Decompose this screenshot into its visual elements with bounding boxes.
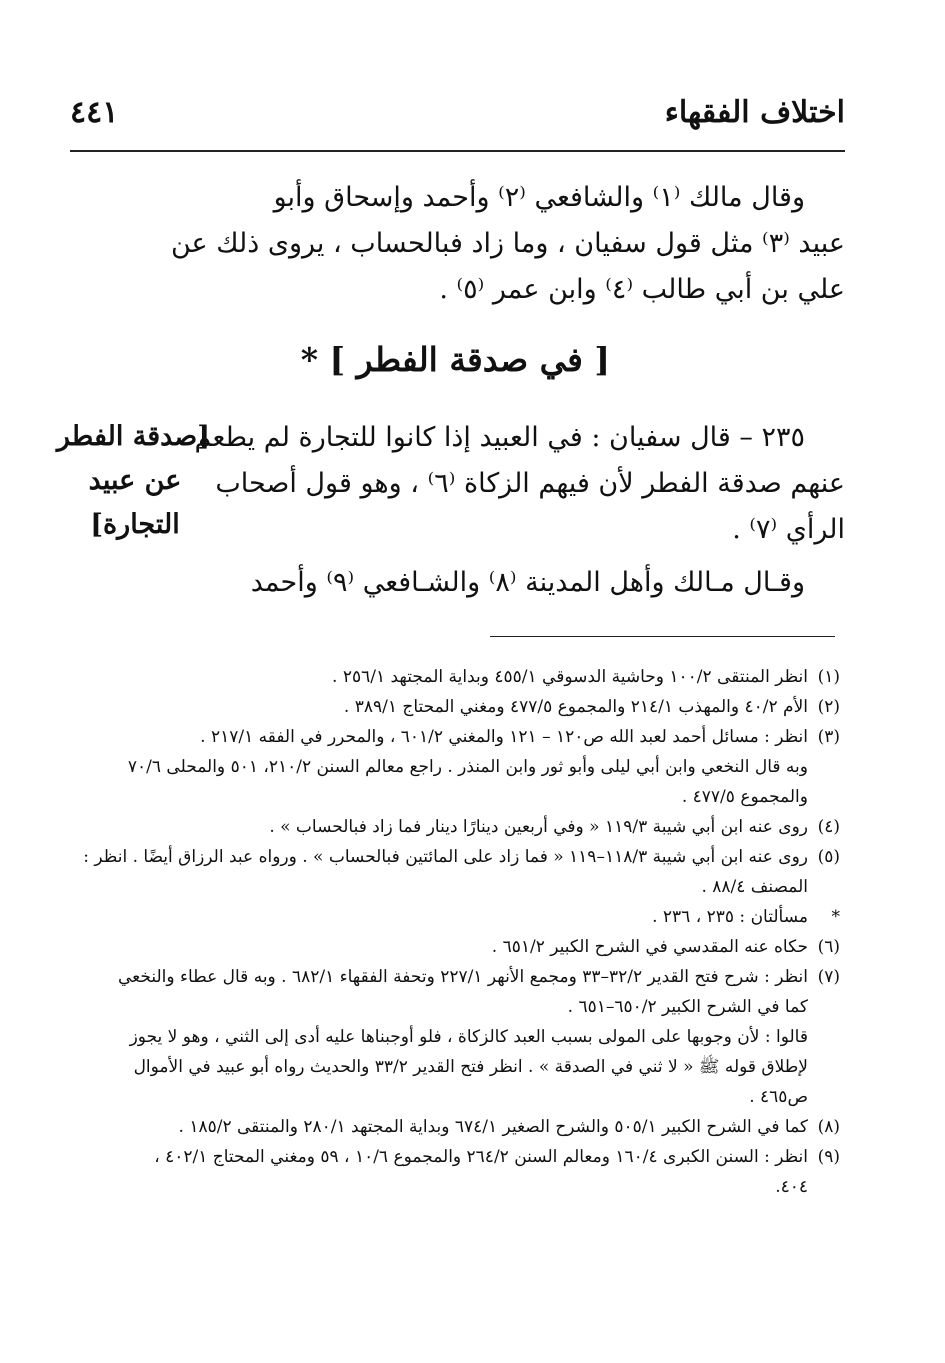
text-line: عبيد ⁽٣⁾ مثل قول سفيان ، وما زاد فبالحساب ، يروى ذلك عن: [170, 228, 845, 259]
footnote-3-continuation: [70, 752, 840, 812]
footnote-number: (٩): [817, 1147, 840, 1167]
footnote-line: انظر : السنن الكبرى ١٦٠/٤ ومعالم السنن ٢٦٤/٢ والمجموع ١٠/٦ ، ٥٩ ومغني المحتاج ٤٠٢/١ ،: [154, 1147, 808, 1167]
margin-note-line: [صدقة الفطر: [56, 421, 210, 452]
section-heading: [ في صدقة الفطر ] *: [300, 340, 610, 379]
paragraph-1: [170, 175, 845, 313]
footnotes: [70, 662, 840, 1202]
footnote-2: [70, 692, 840, 722]
footnote-4: [70, 812, 840, 842]
margin-note-line: التجارة]: [90, 509, 180, 540]
footnote-line: ٤٠٤.: [775, 1177, 808, 1197]
footnote-3: [70, 722, 840, 752]
footnote-line: والمجموع ٤٧٧/٥ .: [681, 787, 808, 807]
text-line: عنهم صدقة الفطر لأن فيهم الزكاة ⁽٦⁾ ، وهو قول أصحاب: [215, 468, 845, 499]
footnote-number: (٣): [817, 727, 840, 747]
book-title: اختلاف الفقهاء: [664, 95, 845, 130]
footnote-line: ص٤٦٥ .: [749, 1087, 808, 1107]
footnote-line: لإطلاق قوله ﷺ « لا ثني في الصدقة » . انظر فتح القدير ٣٣/٢ والحديث رواه أبو عبيد في الأموال: [133, 1057, 808, 1077]
text-line: الرأي ⁽٧⁾ .: [732, 514, 845, 545]
footnote-7-continuation: [70, 1022, 840, 1112]
running-header: [70, 95, 845, 135]
footnote-number: (١): [817, 667, 840, 687]
footnote-number: (٦): [817, 937, 840, 957]
footnote-7: [70, 962, 840, 1022]
footnote-line: مسألتان : ٢٣٥ ، ٢٣٦ .: [652, 907, 808, 927]
footnote-line: المصنف ٨٨/٤ .: [701, 877, 808, 897]
footnote-9: [70, 1142, 840, 1202]
footnote-line: وبه قال النخعي وابن أبي ليلى وأبو ثور وابن المنذر . راجع معالم السنن ٢١٠/٢، ٥٠١ والمحلى ٧٠/٦: [127, 757, 808, 777]
footnote-1: [70, 662, 840, 692]
footnote-number: (٨): [817, 1117, 840, 1137]
footnote-line: حكاه عنه المقدسي في الشرح الكبير ٦٥١/٢ .: [491, 937, 808, 957]
page-number: ٤٤١: [70, 95, 119, 130]
footnote-number: (٥): [817, 847, 840, 867]
footnote-6: [70, 932, 840, 962]
text-line: ٢٣٥ – قال سفيان : في العبيد إذا كانوا للتجارة لم يطعم: [194, 422, 805, 453]
footnote-8: [70, 1112, 840, 1142]
header-rule: [70, 150, 845, 152]
footnote-line: قالوا : لأن وجوبها على المولى بسبب العبد كالزكاة ، فلو أوجبناها عليه أدى إلى الثني ، وهو لا يجوز: [129, 1027, 808, 1047]
footnote-line: الأم ٤٠/٢ والمهذب ٢١٤/١ والمجموع ٤٧٧/٥ ومغني المحتاج ٣٨٩/١ .: [343, 697, 808, 717]
footnote-separator: [490, 636, 835, 637]
text-line: وقال مالك ⁽١⁾ والشافعي ⁽٢⁾ وأحمد وإسحاق وأبو: [273, 182, 805, 213]
margin-note: [56, 415, 210, 547]
footnote-line: انظر المنتقى ١٠٠/٢ وحاشية الدسوقي ٤٥٥/١ وبداية المجتهد ٢٥٦/١ .: [332, 667, 808, 687]
footnote-number: (٤): [817, 817, 840, 837]
footnote-number: (٧): [817, 967, 840, 987]
text-line: وقـال مـالك وأهل المدينة ⁽٨⁾ والشـافعي ⁽٩⁾ وأحمد: [250, 567, 805, 598]
paragraph-2: [194, 415, 845, 553]
paragraph-3: [245, 560, 845, 606]
footnote-5: [70, 842, 840, 902]
footnote-line: انظر : شرح فتح القدير ٣٢/٢–٣٣ ومجمع الأنهر ٢٢٧/١ وتحفة الفقهاء ٦٨٢/١ . وبه قال عطاء والنخعي: [117, 967, 808, 987]
footnote-number: (٢): [817, 697, 840, 717]
footnote-line: كما في الشرح الكبير ٦٥٠/٢–٦٥١ .: [567, 997, 808, 1017]
footnote-line: روى عنه ابن أبي شيبة ١١٩/٣ « وفي أربعين دينارًا دينار فما زاد فبالحساب » .: [269, 817, 808, 837]
text-line: علي بن أبي طالب ⁽٤⁾ وابن عمر ⁽٥⁾ .: [439, 274, 845, 305]
footnote-star: [70, 902, 840, 932]
footnote-line: كما في الشرح الكبير ٥٠٥/١ والشرح الصغير ٦٧٤/١ وبداية المجتهد ٢٨٠/١ والمنتقى ١٨٥/٢ .: [178, 1117, 808, 1137]
margin-note-line: عن عبيد: [88, 465, 182, 496]
footnote-number: *: [831, 907, 840, 927]
footnote-line: انظر : مسائل أحمد لعبد الله ص١٢٠ – ١٢١ والمغني ٦٠١/٢ ، والمحرر في الفقه ٢١٧/١ .: [200, 727, 808, 747]
footnote-line: روى عنه ابن أبي شيبة ١١٨/٣–١١٩ « فما زاد على المائتين فبالحساب » . ورواه عبد الرزاق أيضًا . انظر :: [83, 847, 808, 867]
